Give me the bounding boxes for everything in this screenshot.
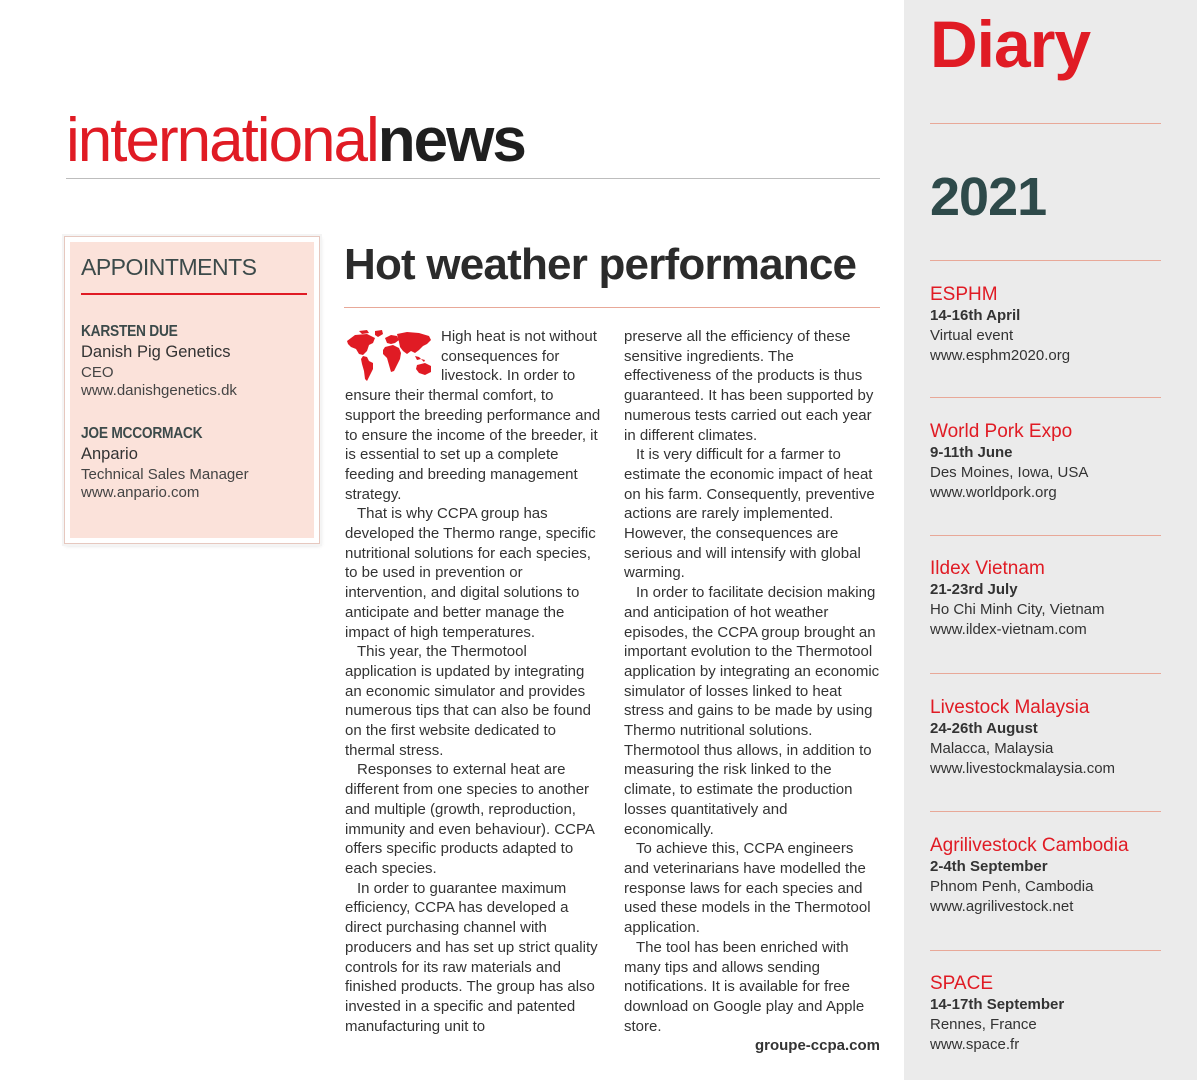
event-name: Ildex Vietnam: [930, 558, 1045, 579]
person-role: Technical Sales Manager: [81, 466, 249, 483]
headline-rule: [344, 307, 880, 308]
diary-divider: [930, 950, 1161, 951]
event-website[interactable]: www.space.fr: [930, 1036, 1020, 1053]
article-column-1: [345, 327, 602, 1036]
diary-divider: [930, 673, 1161, 674]
article-paragraph: preserve all the efficiency of these sensitive ingredients. The effectiveness of the products is thus guaranteed. It has been supported by numerous tests carried out each year in different climates.: [624, 328, 874, 444]
masthead-title: [66, 106, 880, 175]
appointments-box: [64, 236, 320, 544]
article-paragraph: In order to guarantee maximum efficiency, CCPA has developed a direct purchasing channel with producers and has set up strict quality controls for its raw materials and finished products. The group has also invested in a specific and patented manufacturing unit to: [345, 879, 598, 1035]
diary-event: [930, 697, 1170, 777]
diary-title: Diary: [930, 7, 1091, 81]
article-paragraph: To achieve this, CCPA engineers and veterinarians have modelled the response laws for each species and used these models in the Thermotool application.: [624, 840, 871, 937]
appointments-rule: [81, 293, 307, 295]
diary-divider: [930, 811, 1161, 812]
event-location: Phnom Penh, Cambodia: [930, 878, 1094, 895]
event-website[interactable]: www.esphm2020.org: [930, 347, 1071, 364]
diary-event: [930, 835, 1170, 915]
event-date: 14-17th September: [930, 996, 1065, 1013]
person-website[interactable]: www.anpario.com: [81, 484, 200, 501]
event-website[interactable]: www.agrilivestock.net: [930, 898, 1074, 915]
diary-event: [930, 558, 1170, 638]
event-date: 21-23rd July: [930, 581, 1018, 598]
diary-event: [930, 973, 1170, 1053]
event-website[interactable]: www.livestockmalaysia.com: [930, 760, 1116, 777]
event-location: Ho Chi Minh City, Vietnam: [930, 601, 1105, 618]
event-date: 2-4th September: [930, 858, 1048, 875]
event-name: World Pork Expo: [930, 421, 1073, 442]
appointments-heading: APPOINTMENTS: [81, 254, 257, 280]
event-location: Rennes, France: [930, 1016, 1037, 1033]
event-website[interactable]: www.worldpork.org: [930, 484, 1057, 501]
article-source-link[interactable]: groupe-ccpa.com: [754, 1037, 880, 1054]
article-paragraph: High heat is not without consequences for livestock. In order to ensure their thermal comfort, to support the breeding performance and to ensure the income of the breeder, it is essential to set up a complete feeding and breeding management strategy.: [345, 328, 601, 503]
article-paragraph: Responses to external heat are different from one species to another and multiple (growth, reproduction, immunity and even behaviour). CCPA offers specific products adapted to each species.: [345, 761, 595, 877]
event-date: 24-26th August: [930, 720, 1038, 737]
masthead-title-light: international: [66, 106, 378, 175]
article-paragraph: It is very difficult for a farmer to estimate the economic impact of heat on his farm. Consequently, preventive actions are rarely implemented. However, the consequences are serious and will intensify with global warming.: [624, 446, 875, 582]
appointment-person: [81, 425, 303, 501]
article-column-2: [624, 327, 880, 1036]
masthead-rule: [66, 178, 880, 179]
article-paragraph: In order to facilitate decision making and anticipation of hot weather episodes, the CCPA group brought an important evolution to the Thermotool application by integrating an economic simulator of losses linked to heat stress and gains to be made by using Thermo nutritional solutions. Thermotool thus allows, in addition to measuring the risk linked to the climate, to estimate the production losses quantitatively and economically.: [624, 584, 880, 838]
appointment-person: [81, 323, 303, 399]
world-map-icon: [345, 329, 433, 383]
person-website[interactable]: www.danishgenetics.dk: [81, 382, 237, 399]
event-location: Malacca, Malaysia: [930, 740, 1054, 757]
person-role: CEO: [81, 364, 114, 381]
diary-divider: [930, 535, 1161, 536]
event-name: Livestock Malaysia: [930, 697, 1090, 718]
diary-event: [930, 284, 1170, 364]
event-date: 9-11th June: [930, 444, 1013, 461]
diary-divider: [930, 260, 1161, 261]
masthead-title-bold: news: [377, 106, 525, 175]
event-name: ESPHM: [930, 284, 998, 305]
diary-divider: [930, 123, 1161, 124]
article-paragraph: That is why CCPA group has developed the Thermo range, specific nutritional solutions for each species, to be used in prevention or intervention, and digital solutions to anticipate and better manage the impact of high temperatures.: [345, 505, 596, 641]
diary-divider: [930, 397, 1161, 398]
article-paragraph: This year, the Thermotool application is updated by integrating an economic simulator and provides numerous tips that can also be found on the first website dedicated to thermal stress.: [345, 643, 591, 759]
diary-sidebar: [904, 0, 1197, 1080]
diary-event: [930, 421, 1170, 501]
event-name: Agrilivestock Cambodia: [930, 835, 1129, 856]
person-company: Anpario: [81, 445, 138, 463]
event-location: Virtual event: [930, 327, 1014, 344]
article-headline: Hot weather performance: [344, 240, 857, 289]
diary-year: 2021: [930, 167, 1047, 227]
event-name: SPACE: [930, 973, 994, 994]
person-company: Danish Pig Genetics: [81, 343, 231, 361]
article-paragraph: The tool has been enriched with many tips and allows sending notifications. It is available for free download on Google play and Apple store.: [624, 938, 865, 1035]
event-location: Des Moines, Iowa, USA: [930, 464, 1089, 481]
masthead: [66, 106, 880, 184]
person-name: JOE MCCORMACK: [81, 425, 203, 442]
event-website[interactable]: www.ildex-vietnam.com: [930, 621, 1087, 638]
person-name: KARSTEN DUE: [81, 323, 178, 340]
appointments-panel: [70, 242, 314, 538]
event-date: 14-16th April: [930, 307, 1021, 324]
